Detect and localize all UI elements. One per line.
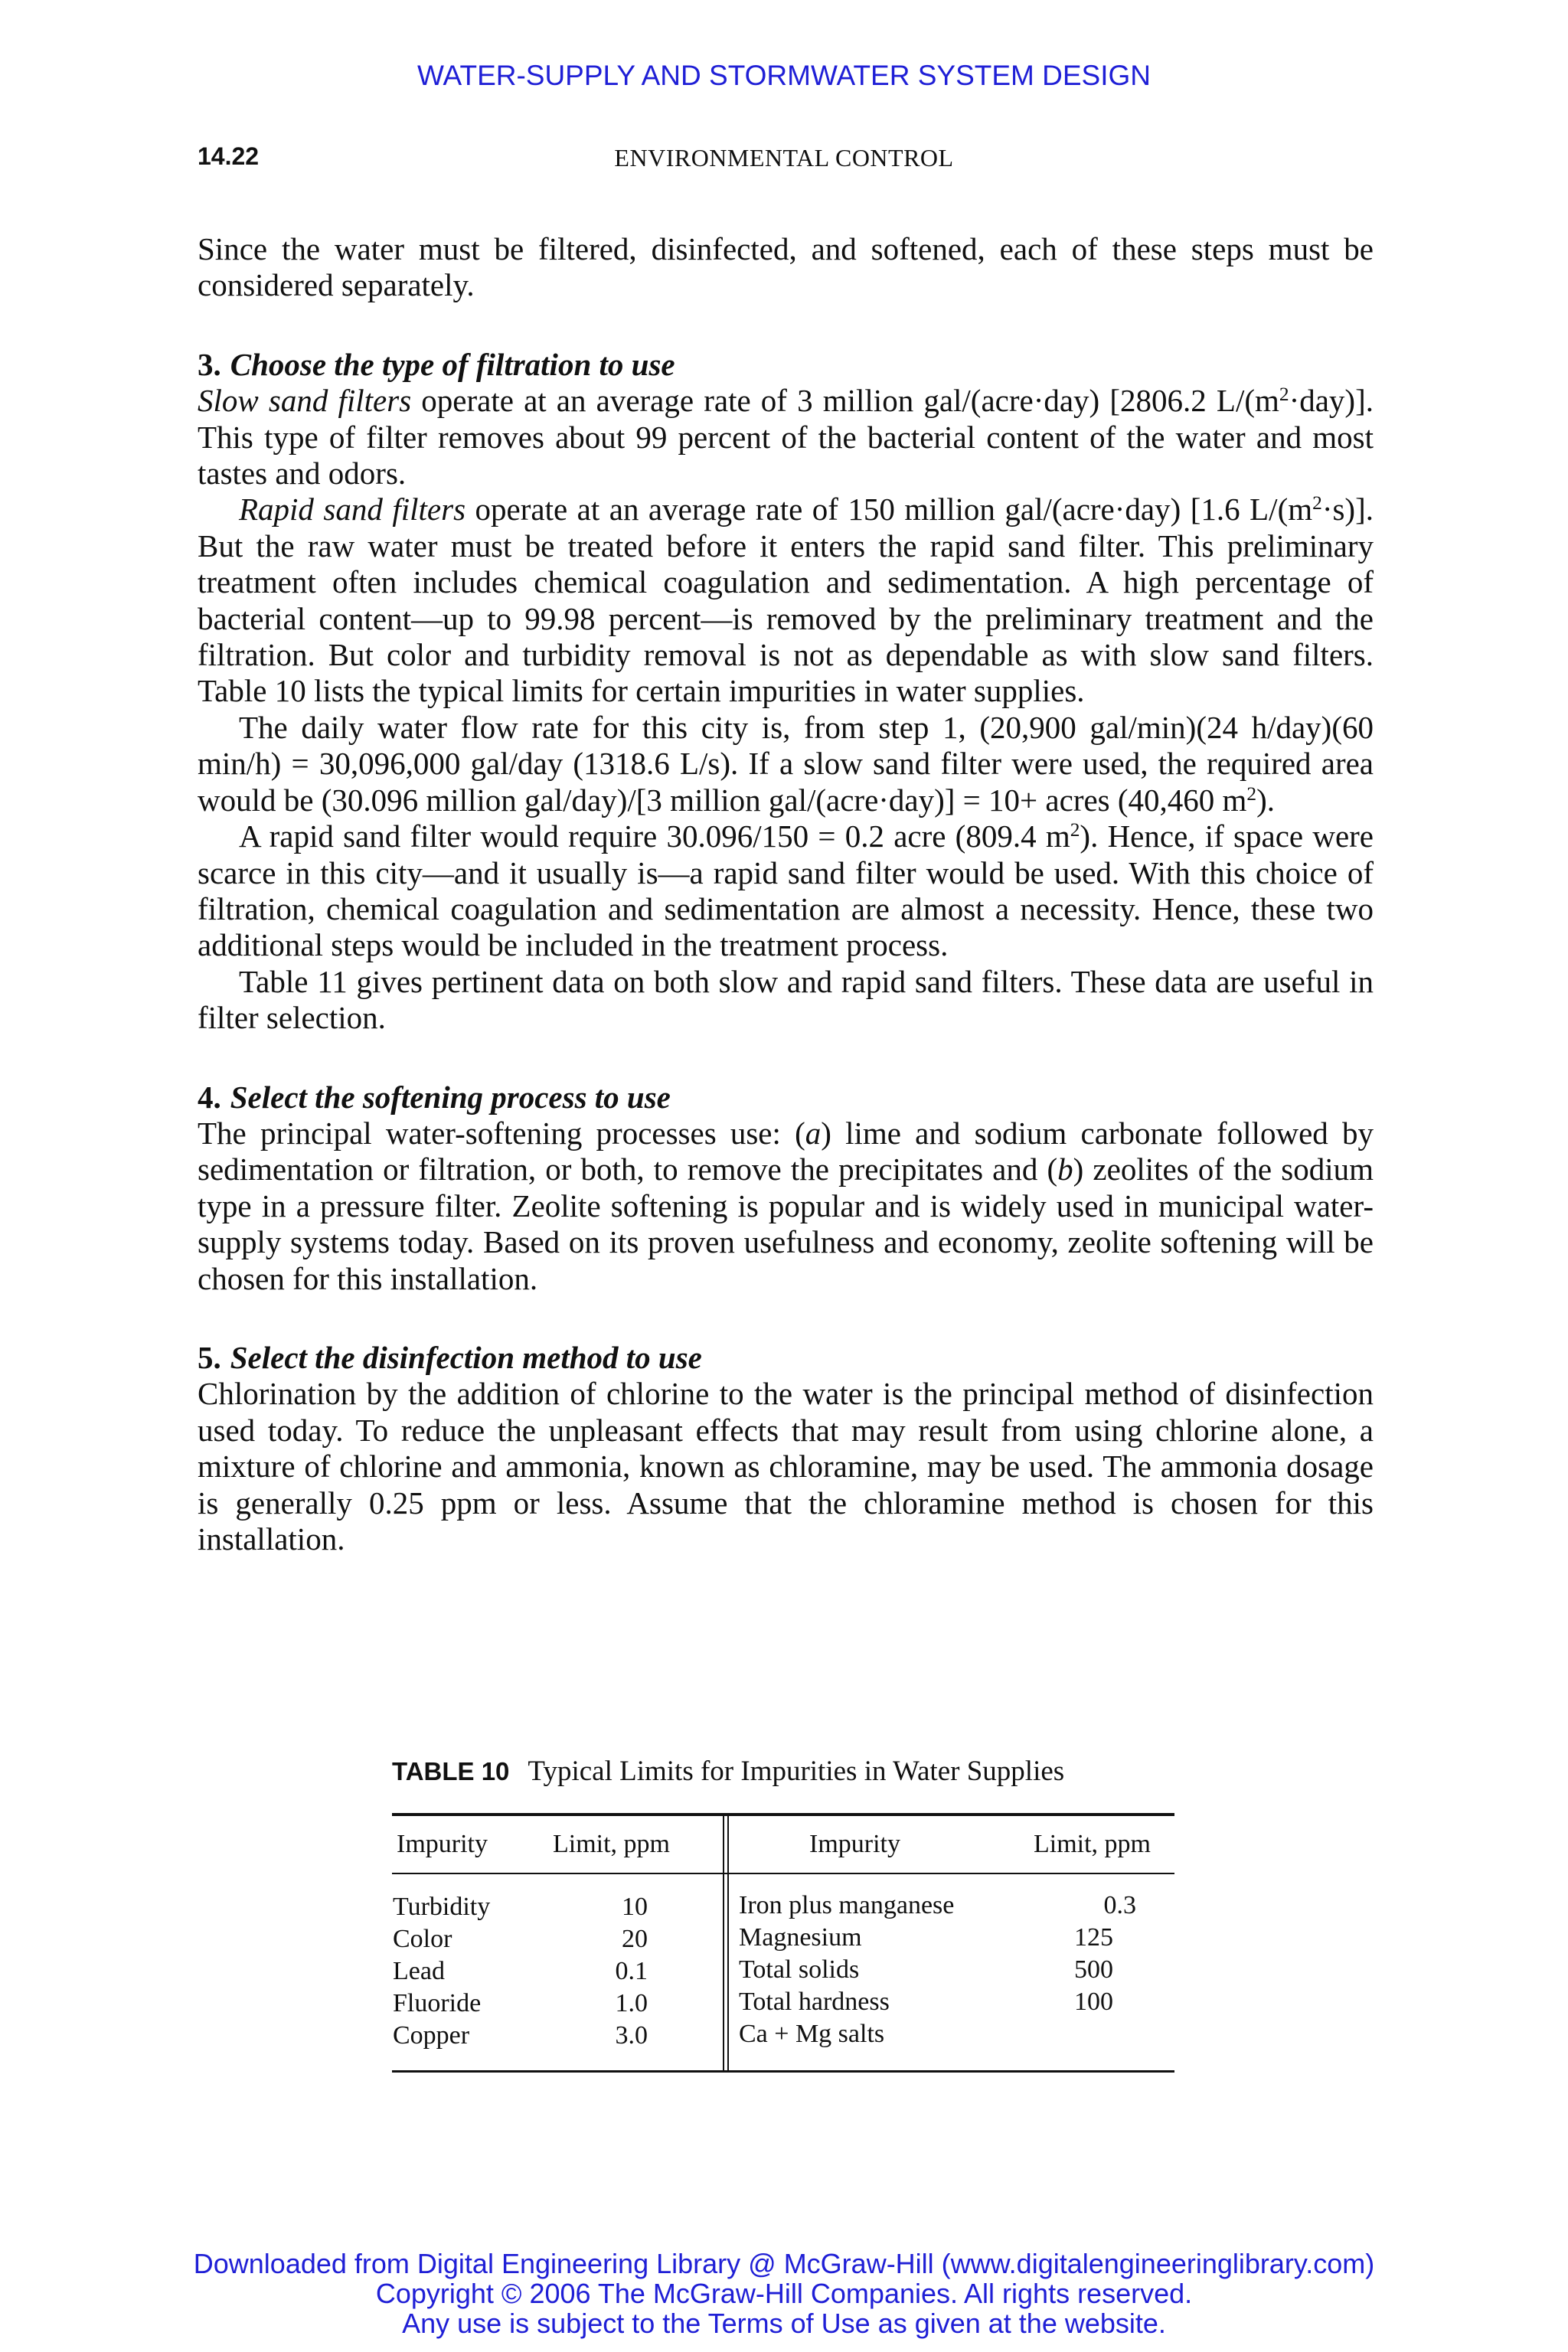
table-cell-impurity: Turbidity [393, 1893, 491, 1921]
table-cell-limit: 100 [1074, 1988, 1113, 2016]
step-5-title: Select the disinfection method to use [230, 1339, 702, 1375]
table-10-title: Typical Limits for Impurities in Water Supplies [528, 1756, 1065, 1787]
footer-notice [0, 2249, 1568, 2338]
table-cell-limit: 0.1 [615, 1957, 648, 1985]
step-4-number: 4. [198, 1079, 221, 1115]
table-cell-impurity: Total hardness [739, 1988, 890, 2016]
step-3-title: Choose the type of filtration to use [230, 346, 675, 382]
table-cell-impurity: Lead [393, 1957, 445, 1985]
step-5-heading [198, 1340, 1374, 1376]
table-cell-limit: 1.0 [615, 1989, 648, 2017]
table-cell-impurity: Color [393, 1925, 452, 1953]
step-3-heading [198, 347, 1374, 383]
table-cell-impurity: Fluoride [393, 1989, 482, 2017]
step-4-heading [198, 1080, 1374, 1116]
intro-paragraph: Since the water must be filtered, disinfected, and softened, each of these steps must be considered separately. [198, 231, 1374, 303]
table-cell-limit: 10 [622, 1893, 648, 1921]
step-3-paragraph-3: The daily water flow rate for this city is, from step 1, (20,900 gal/min)(24 h/day)(60 min/h) = 30,096,000 gal/day (1318.6 L/s). If a slow sand filter were used, the required area would be (30.096 million gal/day)/[3 million gal/(acre·day)] = 10+ acres (40,460 $m^2$). [198, 709, 1374, 818]
table-cell-limit: 125 [1074, 1923, 1113, 1952]
body-text [198, 231, 1374, 1557]
step-3-paragraph-2: Rapid sand filters operate at an average rate of 150 million gal/(acre·day) [1.6 $L/(m^2\cdot s)$]. But the raw water must be treated before it enters the rapid sand filter. This preliminary treatment often includes chemical coagulation and sedimentation. A high percentage of bacterial content—up to 99.98 percent—is removed by the preliminary treatment and the filtration. But color and turbidity removal is not as dependable as with slow sand filters. Table 10 lists the typical limits for certain impurities in water supplies. [198, 492, 1374, 709]
table-cell-impurity: Total solids [739, 1955, 860, 1984]
step-5-paragraph-1: Chlorination by the addition of chlorine to the water is the principal method of disinfection used today. To reduce the unpleasant effects that may result from using chlorine alone, a mixture of chlorine and ammonia, known as chloramine, may be used. The ammonia dosage is generally 0.25 ppm or less. Assume that the chloramine method is chosen for this installation. [198, 1376, 1374, 1557]
table-cell-impurity: Ca + Mg salts [739, 2020, 885, 2048]
table-cell-limit: 3.0 [615, 2021, 648, 2050]
table-cell-limit: 20 [622, 1925, 648, 1953]
footer-copyright-line: Copyright © 2006 The McGraw-Hill Companies. All rights reserved. [375, 2278, 1193, 2309]
table-divider-left [723, 1815, 724, 2072]
step-3-number: 3. [198, 346, 221, 382]
table-header-rule [392, 1873, 1174, 1874]
rapid-sand-filters-term: Rapid sand filters [239, 492, 466, 528]
table-cell-impurity: Magnesium [739, 1923, 862, 1952]
page-number: 14.22 [198, 142, 260, 170]
table-header-limit-left: Limit, ppm [553, 1830, 670, 1858]
table-top-rule [392, 1813, 1174, 1816]
step-4-paragraph-1: The principal water-softening processes use: (a) lime and sodium carbonate followed by sedimentation or filtration, or both, to remove the precipitates and (b) zeolites of the sodium type in a pressure filter. Zeolite softening is popular and is widely used in municipal water-supply systems today. Based on its proven usefulness and economy, zeolite softening will be chosen for this installation. [198, 1115, 1374, 1296]
table-header-impurity-left: Impurity [397, 1830, 488, 1858]
table-divider-right [727, 1815, 729, 2072]
table-10-label: TABLE 10 [392, 1757, 510, 1785]
footer-terms-line[interactable]: Any use is subject to the Terms of Use as given at the website. [402, 2308, 1166, 2339]
slow-sand-filters-term: Slow sand filters [198, 383, 412, 419]
table-cell-limit: 500 [1074, 1955, 1113, 1984]
footer-download-line[interactable]: Downloaded from Digital Engineering Library @ McGraw-Hill (www.digitalengineeringlibrary.com) [193, 2248, 1375, 2279]
table-header-limit-right: Limit, ppm [1034, 1830, 1151, 1858]
step-3-paragraph-1: Slow sand filters operate at an average rate of 3 million gal/(acre·day) [2806.2 $L/(m^2\cdot day)$]. This type of filter removes about 99 percent of the bacterial content of the water and most tastes and odors. [198, 383, 1374, 492]
table-cell-impurity: Copper [393, 2021, 470, 2050]
running-head: ENVIRONMENTAL CONTROL [614, 144, 954, 172]
table-cell-impurity: Iron plus manganese [739, 1891, 955, 1919]
step-3-paragraph-5: Table 11 gives pertinent data on both slow and rapid sand filters. These data are useful in filter selection. [198, 963, 1374, 1036]
banner-title: WATER-SUPPLY AND STORMWATER SYSTEM DESIGN [416, 60, 1151, 91]
table-bottom-rule [392, 2070, 1174, 2073]
step-3-paragraph-4: A rapid sand filter would require 30.096/150 = 0.2 acre (809.4 $m^2$). Hence, if space were scarce in this city—and it usually is—a rapid sand filter would be used. With this choice of filtration, chemical coagulation and sedimentation are almost a necessity. Hence, these two additional steps would be included in the treatment process. [198, 818, 1374, 963]
step-4-title: Select the softening process to use [230, 1079, 671, 1115]
table-header-impurity-right: Impurity [809, 1830, 900, 1858]
step-5-number: 5. [198, 1339, 221, 1375]
table-10-caption [392, 1755, 1064, 1788]
table-cell-limit: 0.3 [1103, 1891, 1136, 1919]
